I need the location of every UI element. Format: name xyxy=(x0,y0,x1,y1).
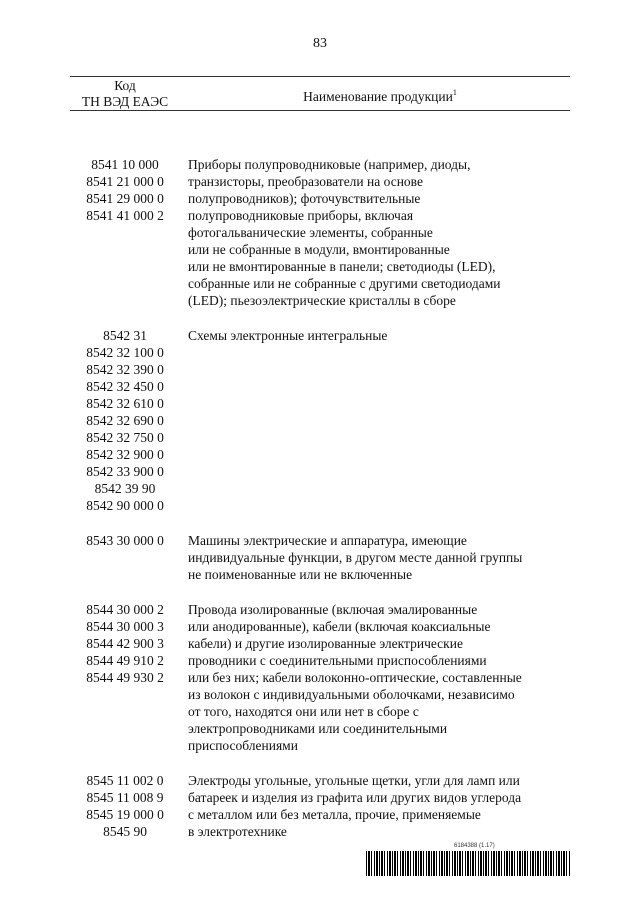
code-cell xyxy=(70,772,180,840)
code-value: 8542 32 690 0 xyxy=(86,413,164,428)
code-value: 8542 33 900 0 xyxy=(86,464,164,479)
code-value: 8542 32 390 0 xyxy=(86,362,164,377)
description-line: собранные или не собранные с другими светодиодами xyxy=(188,276,501,291)
description-line: электропроводниками или соединительными xyxy=(188,721,448,736)
table-row xyxy=(70,532,570,583)
barcode-bars xyxy=(366,851,570,876)
description-line: приспособлениями xyxy=(188,738,298,753)
description-line: не поименованные или не включенные xyxy=(188,567,413,582)
code-value: 8542 32 900 0 xyxy=(86,447,164,462)
code-cell xyxy=(70,601,180,754)
description-line: Схемы электронные интегральные xyxy=(188,328,388,343)
description-line: проводники с соединительными приспособлениями xyxy=(188,653,487,668)
code-cell xyxy=(70,532,180,583)
code-value: 8545 90 xyxy=(103,824,147,839)
code-value: 8544 30 000 2 xyxy=(86,602,164,617)
table-row xyxy=(70,327,570,514)
description-line: (LED); пьезоэлектрические кристаллы в сборе xyxy=(188,293,456,308)
product-table xyxy=(70,156,570,840)
barcode xyxy=(366,843,570,876)
description-line: с металлом или без металла, прочие, применяемые xyxy=(188,807,481,822)
description-cell xyxy=(188,772,570,840)
description-line: или не собранные в модули, вмонтированные xyxy=(188,242,450,257)
code-value: 8542 32 450 0 xyxy=(86,379,164,394)
description-line: Машины электрические и аппаратура, имеющие xyxy=(188,533,467,548)
code-value: 8544 30 000 3 xyxy=(86,619,164,634)
code-cell xyxy=(70,156,180,309)
column-header-name xyxy=(190,88,570,105)
description-line: индивидуальные функции, в другом месте данной группы xyxy=(188,550,523,565)
code-value: 8545 19 000 0 xyxy=(86,807,164,822)
table-row xyxy=(70,601,570,754)
header-bottom-rule xyxy=(70,110,570,111)
description-line: Электроды угольные, угольные щетки, угли для ламп или xyxy=(188,773,520,788)
column-header-code xyxy=(70,78,180,110)
description-line: полупроводниковые приборы, включая xyxy=(188,208,414,223)
column-header-code-line1: Код xyxy=(114,78,136,93)
column-header-code-line2: ТН ВЭД ЕАЭС xyxy=(81,94,169,109)
description-line: фотогальванические элементы, собранные xyxy=(188,225,433,240)
description-line: кабели) и другие изолированные электрические xyxy=(188,636,463,651)
code-value: 8545 11 002 0 xyxy=(86,773,164,788)
description-line: Провода изолированные (включая эмалированные xyxy=(188,602,478,617)
code-value: 8544 42 900 3 xyxy=(86,636,164,651)
description-cell xyxy=(188,327,570,514)
description-line: в электротехнике xyxy=(188,824,287,839)
code-value: 8543 30 000 0 xyxy=(86,533,164,548)
code-value: 8542 32 100 0 xyxy=(86,345,164,360)
code-value: 8542 90 000 0 xyxy=(86,498,164,513)
description-line: или не вмонтированные в панели; светодиоды (LED), xyxy=(188,259,496,274)
description-line: полупроводников); фоточувствительные xyxy=(188,191,421,206)
code-value: 8544 49 910 2 xyxy=(86,653,164,668)
description-cell xyxy=(188,601,570,754)
description-line: из волокон с индивидуальными оболочками, независимо xyxy=(188,687,515,702)
code-value: 8542 39 90 xyxy=(94,481,156,496)
column-header-name-text: Наименование продукции xyxy=(303,89,453,104)
page-number: 83 xyxy=(313,36,327,51)
description-cell xyxy=(188,532,570,583)
table-row xyxy=(70,156,570,309)
code-value: 8541 29 000 0 xyxy=(86,191,164,206)
code-value: 8541 21 000 0 xyxy=(86,174,164,189)
table-row xyxy=(70,772,570,840)
code-value: 8544 49 930 2 xyxy=(86,670,164,685)
barcode-caption: 6184388 (1.17) xyxy=(454,843,495,849)
code-value: 8545 11 008 9 xyxy=(86,790,164,805)
description-line: или анодированные), кабели (включая коаксиальные xyxy=(188,619,491,634)
code-cell xyxy=(70,327,180,514)
description-line: или без них; кабели волоконно-оптические, составленные xyxy=(188,670,522,685)
code-value: 8542 32 750 0 xyxy=(86,430,164,445)
description-line: от того, находятся они или нет в сборе с xyxy=(188,704,419,719)
description-line: Приборы полупроводниковые (например, диоды, xyxy=(188,157,471,172)
code-value: 8542 32 610 0 xyxy=(86,396,164,411)
footnote-marker: 1 xyxy=(452,88,457,97)
header-top-rule xyxy=(70,76,570,77)
code-value: 8541 10 000 xyxy=(91,157,159,172)
code-value: 8541 41 000 2 xyxy=(86,208,164,223)
description-line: транзисторы, преобразователи на основе xyxy=(188,174,423,189)
code-value: 8542 31 xyxy=(103,328,147,343)
description-cell xyxy=(188,156,570,309)
description-line: батареек и изделия из графита или других видов углерода xyxy=(188,790,522,805)
